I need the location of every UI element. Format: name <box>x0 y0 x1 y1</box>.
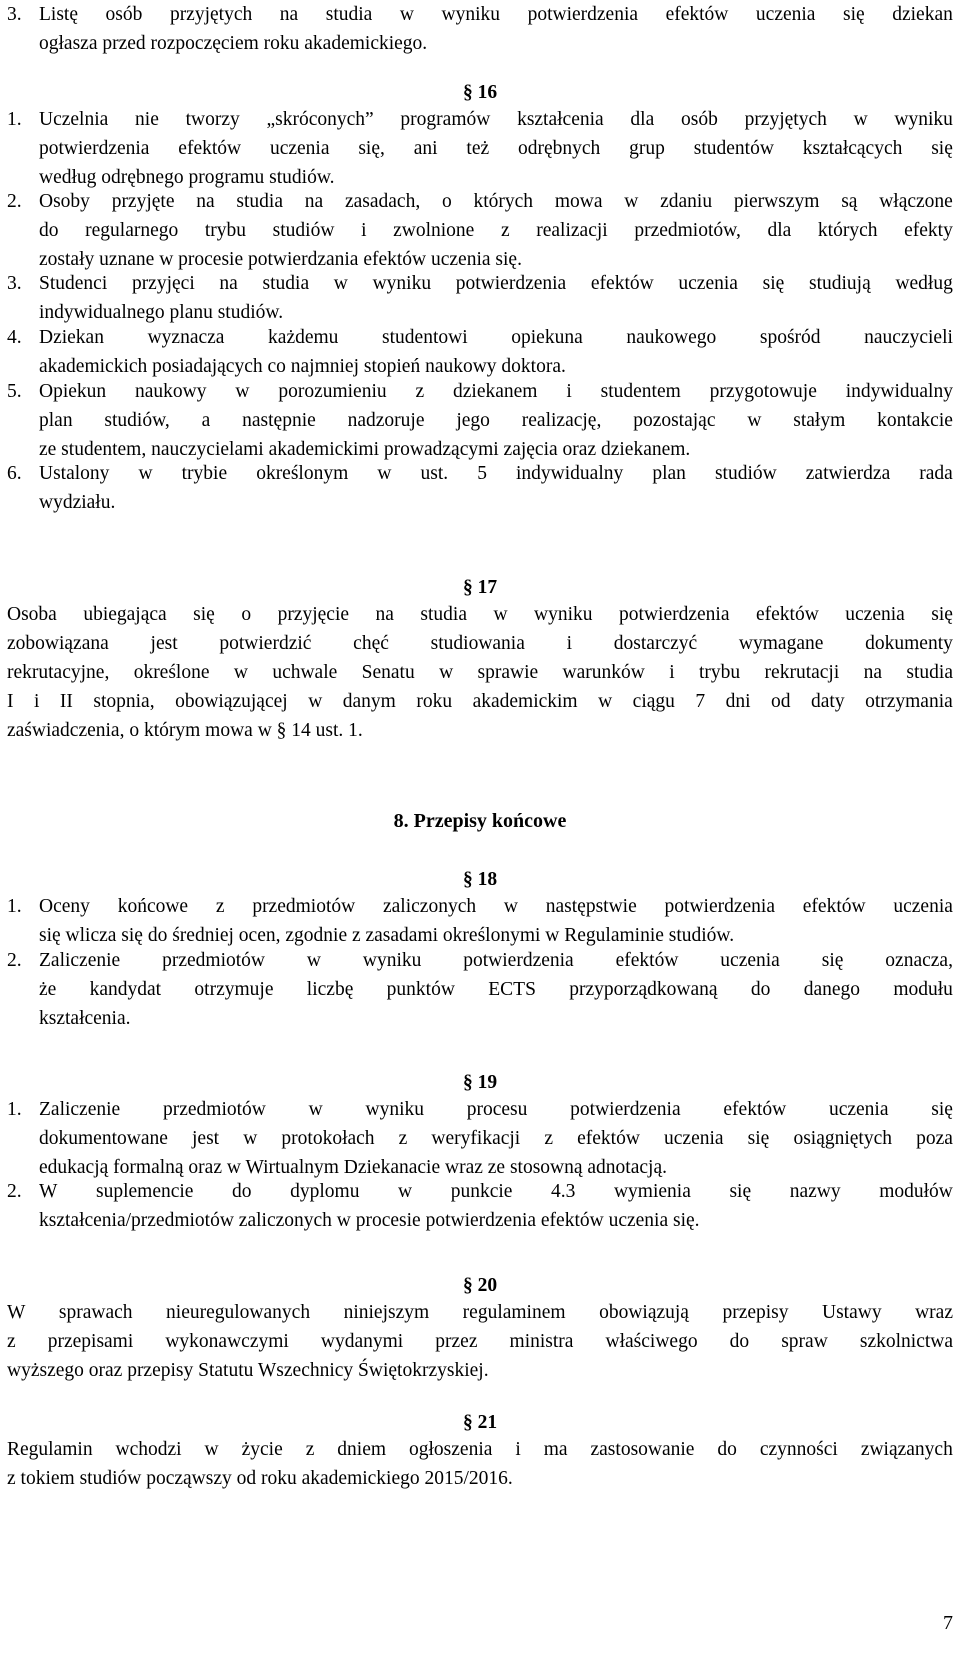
list-item-number: 5. <box>7 381 22 402</box>
list-item <box>7 0 953 58</box>
text-line: Studenci przyjęci na studia w wyniku potwierdzenia efektów uczenia się studiują według <box>39 273 953 294</box>
text-line: Opiekun naukowy w porozumieniu z dziekanem i studentem przygotowuje indywidualny <box>39 381 953 402</box>
list-item-number: 2. <box>7 191 22 212</box>
text-line: W suplemencie do dyplomu w punkcie 4.3 wymienia się nazwy modułów <box>39 1181 953 1202</box>
list-item-number: 2. <box>7 1181 22 1202</box>
text-line: Regulamin wchodzi w życie z dniem ogłoszenia i ma zastosowanie do czynności związanych <box>7 1439 953 1460</box>
text-line: Zaliczenie przedmiotów w wyniku potwierdzenia efektów uczenia się oznacza, <box>39 950 953 971</box>
text-line: według odrębnego programu studiów. <box>39 167 335 188</box>
paragraph-heading: § 21 <box>462 1412 498 1433</box>
list-item <box>7 105 953 192</box>
text-line: z przepisami wykonawczymi wydanymi przez ministra właściwego do spraw szkolnictwa <box>7 1331 953 1352</box>
list-item <box>7 269 953 327</box>
text-line: Listę osób przyjętych na studia w wyniku potwierdzenia efektów uczenia się dziekan <box>39 4 953 25</box>
text-line: Oceny końcowe z przedmiotów zaliczonych w następstwie potwierdzenia efektów uczenia <box>39 896 953 917</box>
text-line: akademickich posiadających co najmniej stopień naukowy doktora. <box>39 356 566 377</box>
paragraph-heading: § 17 <box>462 577 498 598</box>
text-line: dokumentowane jest w protokołach z weryfikacji z efektów uczenia się osiągniętych poza <box>39 1128 953 1149</box>
text-line: Osoba ubiegająca się o przyjęcie na studia w wyniku potwierdzenia efektów uczenia się <box>7 604 953 625</box>
list-item-number: 3. <box>7 4 22 25</box>
text-line: I i II stopnia, obowiązującej w danym roku akademickim w ciągu 7 dni od daty otrzymania <box>7 691 953 712</box>
text-line: rekrutacyjne, określone w uchwale Senatu w sprawie warunków i trybu rekrutacji na studia <box>7 662 953 683</box>
paragraph-heading: § 19 <box>462 1072 498 1093</box>
list-item-number: 6. <box>7 463 22 484</box>
paragraph-heading: § 20 <box>462 1275 498 1296</box>
paragraph <box>7 1435 953 1493</box>
text-line: do regularnego trybu studiów i zwolnione z realizacji przedmiotów, dla których efekty <box>39 220 953 241</box>
list-item <box>7 1177 953 1235</box>
list-item-number: 1. <box>7 896 22 917</box>
page-number: 7 <box>943 1612 953 1634</box>
list-item <box>7 1095 953 1182</box>
text-line: Dziekan wyznacza każdemu studentowi opiekuna naukowego spośród nauczycieli <box>39 327 953 348</box>
text-line: indywidualnego planu studiów. <box>39 302 284 323</box>
list-item-number: 1. <box>7 109 22 130</box>
text-line: Ustalony w trybie określonym w ust. 5 indywidualny plan studiów zatwierdza rada <box>39 463 953 484</box>
section-title: 8. Przepisy końcowe <box>393 810 567 832</box>
paragraph-heading: § 16 <box>462 82 498 103</box>
text-line: się wlicza się do średniej ocen, zgodnie z zasadami określonymi w Regulaminie studiów. <box>39 925 735 946</box>
list-item-number: 4. <box>7 327 22 348</box>
list-item <box>7 459 953 517</box>
paragraph <box>7 1298 953 1385</box>
list-item <box>7 377 953 464</box>
text-line: edukacją formalną oraz w Wirtualnym Dziekanacie wraz ze stosowną adnotacją. <box>39 1157 667 1178</box>
text-line: ogłasza przed rozpoczęciem roku akademickiego. <box>39 33 428 54</box>
list-item <box>7 323 953 381</box>
text-line: kształcenia/przedmiotów zaliczonych w procesie potwierdzenia efektów uczenia się. <box>39 1210 700 1231</box>
text-line: wydziału. <box>39 492 116 513</box>
list-item <box>7 187 953 274</box>
text-line: zobowiązana jest potwierdzić chęć studiowania i dostarczyć wymagane dokumenty <box>7 633 953 654</box>
text-line: zaświadczenia, o którym mowa w § 14 ust. 1. <box>7 720 363 741</box>
text-line: kształcenia. <box>39 1008 131 1029</box>
text-line: plan studiów, a następnie nadzoruje jego realizację, pozostając w stałym kontakcie <box>39 410 953 431</box>
text-line: z tokiem studiów począwszy od roku akademickiego 2015/2016. <box>7 1468 513 1489</box>
text-line: że kandydat otrzymuje liczbę punktów ECTS przyporządkowaną do danego modułu <box>39 979 953 1000</box>
text-line: Uczelnia nie tworzy „skróconych” programów kształcenia dla osób przyjętych w wyniku <box>39 109 953 130</box>
text-line: ze studentem, nauczycielami akademickimi prowadzącymi zajęcia oraz dziekanem. <box>39 439 691 460</box>
list-item-number: 2. <box>7 950 22 971</box>
paragraph-heading: § 18 <box>462 869 498 890</box>
list-item-number: 3. <box>7 273 22 294</box>
list-item <box>7 946 953 1033</box>
paragraph <box>7 600 953 745</box>
text-line: Zaliczenie przedmiotów w wyniku procesu potwierdzenia efektów uczenia się <box>39 1099 953 1120</box>
text-line: zostały uznane w procesie potwierdzania efektów uczenia się. <box>39 249 522 270</box>
list-item <box>7 892 953 950</box>
text-line: W sprawach nieuregulowanych niniejszym regulaminem obowiązują przepisy Ustawy wraz <box>7 1302 953 1323</box>
text-line: Osoby przyjęte na studia na zasadach, o których mowa w zdaniu pierwszym są włączone <box>39 191 953 212</box>
text-line: potwierdzenia efektów uczenia się, ani też odrębnych grup studentów kształcących się <box>39 138 953 159</box>
list-item-number: 1. <box>7 1099 22 1120</box>
text-line: wyższego oraz przepisy Statutu Wszechnicy Świętokrzyskiej. <box>7 1360 489 1381</box>
